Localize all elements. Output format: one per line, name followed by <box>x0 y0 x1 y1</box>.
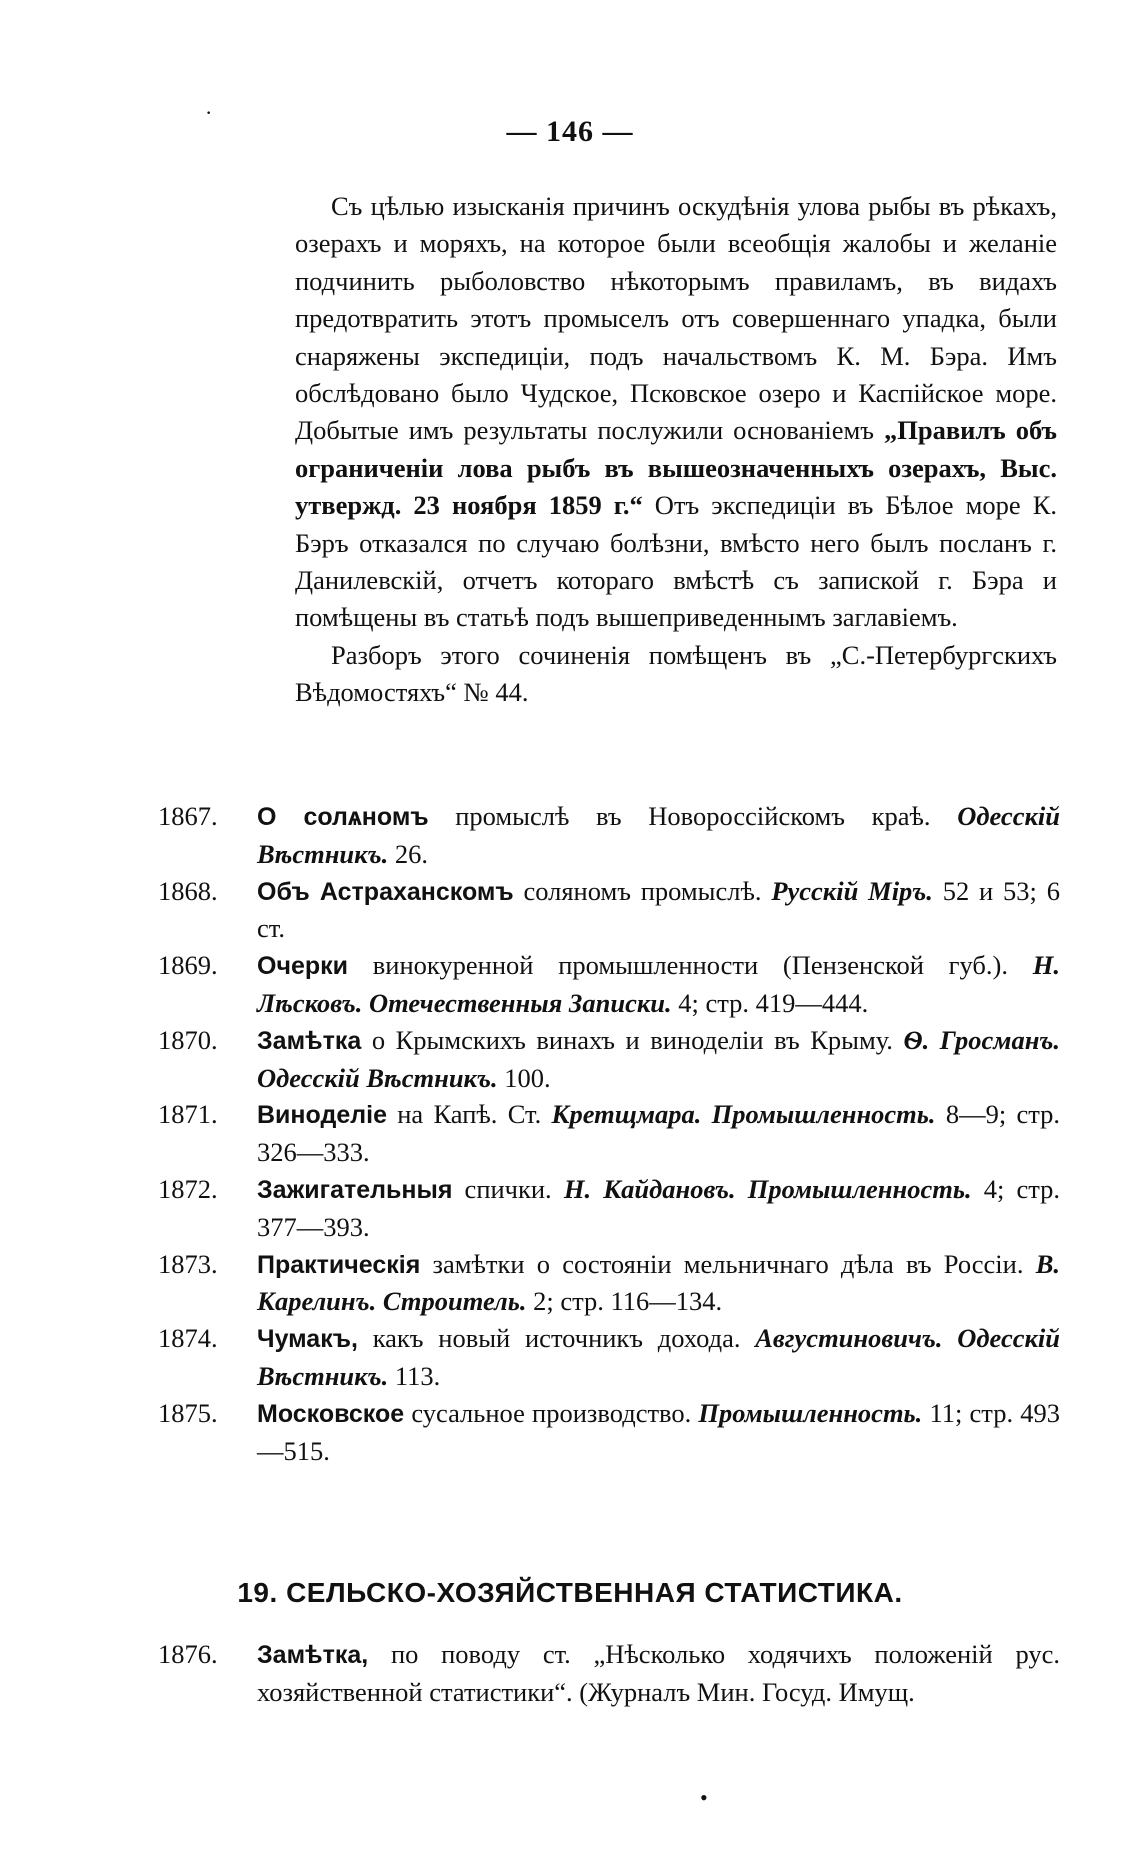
list-item: 1870. Замѣтка о Крымскихъ винахъ и виноделіи въ Крыму. Ѳ. Гросманъ. Одесскій Вѣстникъ. 100. <box>158 1024 1060 1093</box>
list-item: 1869. Очерки винокуренной промышленности (Пензенской губ.). Н. Лѣсковъ. Отечественныя Записки. 4; стр. 419—444. <box>158 950 1060 1018</box>
page-number: — 146 — <box>506 115 634 148</box>
intro-paragraph-2: Разборъ этого сочиненія помѣщенъ въ „С.-Петербургскихъ Вѣдомостяхъ“ № 44. <box>295 639 1057 708</box>
list-item: 1875. Московское сусальное производство. Промышленность. 11; стр. 493—515. <box>158 1397 1060 1466</box>
ink-speck: · <box>205 100 213 125</box>
list-item: 1868. Объ Астраханскомъ соляномъ промыслѣ. Русскій Міръ. 52 и 53; 6 ст. <box>158 875 1060 944</box>
list-item: 1873. Практическія замѣтки о состояніи мельничнаго дѣла въ Россіи. В. Карелинъ. Строитель. 2; стр. 116—134. <box>158 1248 1060 1317</box>
list-item: 1874. Чумакъ, какъ новый источникъ дохода. Августиновичъ. Одесскій Вѣстникъ. 113. <box>158 1323 1060 1391</box>
section-heading: 19. СЕЛЬСКО-ХОЗЯЙСТВЕННАЯ СТАТИСТИКА. <box>237 1577 903 1608</box>
list-item: 1876. Замѣтка, по поводу ст. „Нѣсколько ходячихъ положеній рус. хозяйственной статистики“. (Журналъ Мин. Госуд. Имущ. <box>158 1639 1060 1707</box>
intro-text <box>295 188 1057 712</box>
list-item: 1871. Виноделіе на Капѣ. Ст. Кретщмара. Промышленность. 8—9; стр. 326—333. <box>158 1099 1061 1168</box>
ink-speck: • <box>700 1785 708 1810</box>
list-item: 1872. Зажигательныя спички. Н. Кайдановъ. Промышленность. 4; стр. 377—393. <box>158 1173 1061 1242</box>
bibliography-list <box>150 798 1060 1469</box>
list-item: 1867. О солѧномъ промыслѣ въ Новороссійскомъ краѣ. Одесскій Вѣстникъ. 26. <box>158 801 1060 869</box>
intro-paragraph-1: Съ цѣлью изысканія причинъ оскудѣнія улова рыбы въ рѣкахъ, озерахъ и моряхъ, на которое были всеобщія жалобы и желаніе подчинить рыболовство нѣкоторымъ правиламъ, въ видахъ предотвратить этотъ промыселъ отъ совершеннаго упадка, были снаряжены экспедиціи, подъ начальствомъ К. М. Бэра. Имъ обслѣдовано было Чудское, Псковское озеро и Каспійское море. Добытые имъ результаты послужили основаніемъ „Правилъ объ ограниченіи лова рыбъ въ вышеозначенныхъ озерахъ, Выс. утвержд. 23 ноября 1859 г.“ Отъ экспедиціи въ Бѣлое море К. Бэръ отказался по случаю болѣзни, вмѣсто него былъ посланъ г. Данилевскій, отчетъ котораго вмѣстѣ съ запиской г. Бэра и помѣщены въ статьѣ подъ вышеприведеннымъ заглавіемъ. <box>295 191 1058 633</box>
bibliography-list-section-19 <box>150 1636 1060 1711</box>
